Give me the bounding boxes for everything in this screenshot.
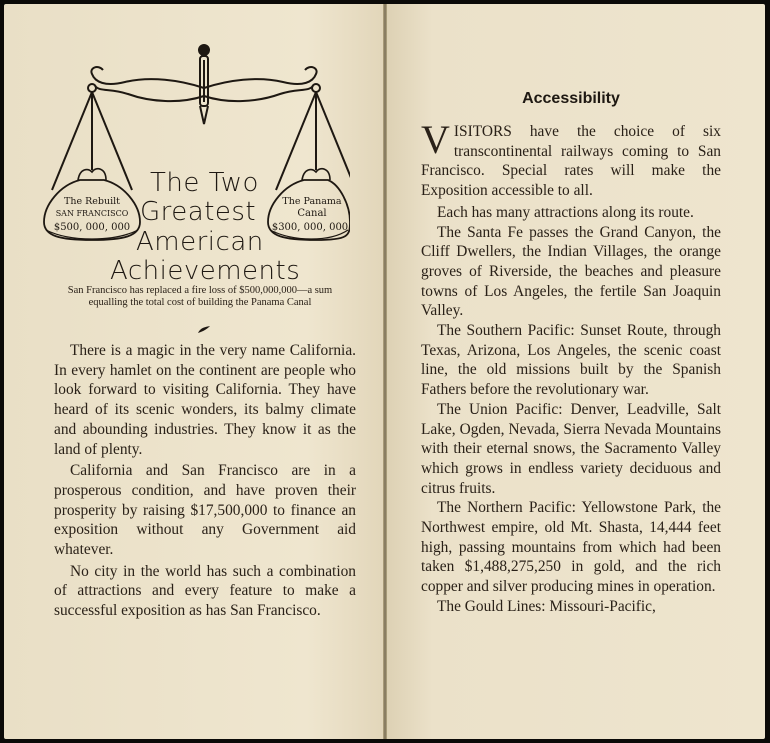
right-paragraph-4: The Southern Pacific: Sunset Route, through Texas, Arizona, Los Angeles, the scenic coast line, the old missions built by the Spanish Fathers before the revolutionary war. xyxy=(421,322,721,399)
right-bag-line1: The Panama xyxy=(282,196,342,207)
title-line-2: Greatest xyxy=(140,197,257,227)
title-line-3: American xyxy=(136,227,264,257)
section-heading: Accessibility xyxy=(522,90,620,107)
right-bag-line3: $300, 000, 000 xyxy=(271,222,349,233)
right-paragraph-6: The Northern Pacific: Yellowstone Park, the Northwest empire, old Mt. Shasta, 14,444 feet high, passing mountains from which had been taken $1,488,275,250 in gold, and the rich copper and silver producing mines in operation. xyxy=(421,499,721,596)
ornament-icon xyxy=(197,325,211,335)
left-body xyxy=(54,341,356,621)
right-paragraph-1 xyxy=(421,117,721,201)
right-paragraph-1-text: ISITORS have the choice of six transcontinental railways coming to San Francisco. Special rates will make the Exposition accessible to all. xyxy=(421,123,721,200)
right-paragraph-7: The Gould Lines: Missouri-Pacific, xyxy=(437,597,656,615)
right-paragraph-3: The Santa Fe passes the Grand Canyon, the Cliff Dwellers, the Indian Villages, the orange groves of Riverside, the beaches and pleasure towns of Los Angeles, the fertile San Joaquin Valley. xyxy=(421,223,721,320)
left-bag-line1: The Rebuilt xyxy=(64,196,120,207)
left-bag-line2: SAN FRANCISCO xyxy=(55,209,129,218)
drop-cap: V xyxy=(421,117,450,162)
right-paragraph-2: Each has many attractions along its route. xyxy=(437,203,694,221)
left-paragraph-2: California and San Francisco are in a prosperous condition, and have proven their prosperity by raising $17,500,000 to finance an exposition without any Government aid whatever. xyxy=(54,462,356,559)
caption: San Francisco has replaced a fire loss of $500,000,000—a sum equalling the total cost of building the Panama Canal xyxy=(67,285,333,308)
left-paragraph-3: No city in the world has such a combination of attractions and every feature to make a successful exposition as has San Francisco. xyxy=(54,562,356,620)
title-line-4: Achievements xyxy=(110,256,301,286)
right-paragraph-5: The Union Pacific: Denver, Leadville, Salt Lake, Ogden, Nevada, Sierra Nevada Mountains with their eternal snows, the Sacramento Valley which grows in endless variety deciduous and citrus fruits. xyxy=(421,400,721,497)
right-bag-line2: Canal xyxy=(297,208,327,219)
left-bag-line3: $500, 000, 000 xyxy=(53,222,131,233)
title-line-1: The Two xyxy=(150,168,259,198)
left-paragraph-1: There is a magic in the very name California. In every hamlet on the continent are people who look forward to visiting California. They have heard of its scenic wonders, its balmy climate and abounding industries. They know it as the land of plenty. xyxy=(54,342,356,458)
right-body xyxy=(421,117,721,617)
